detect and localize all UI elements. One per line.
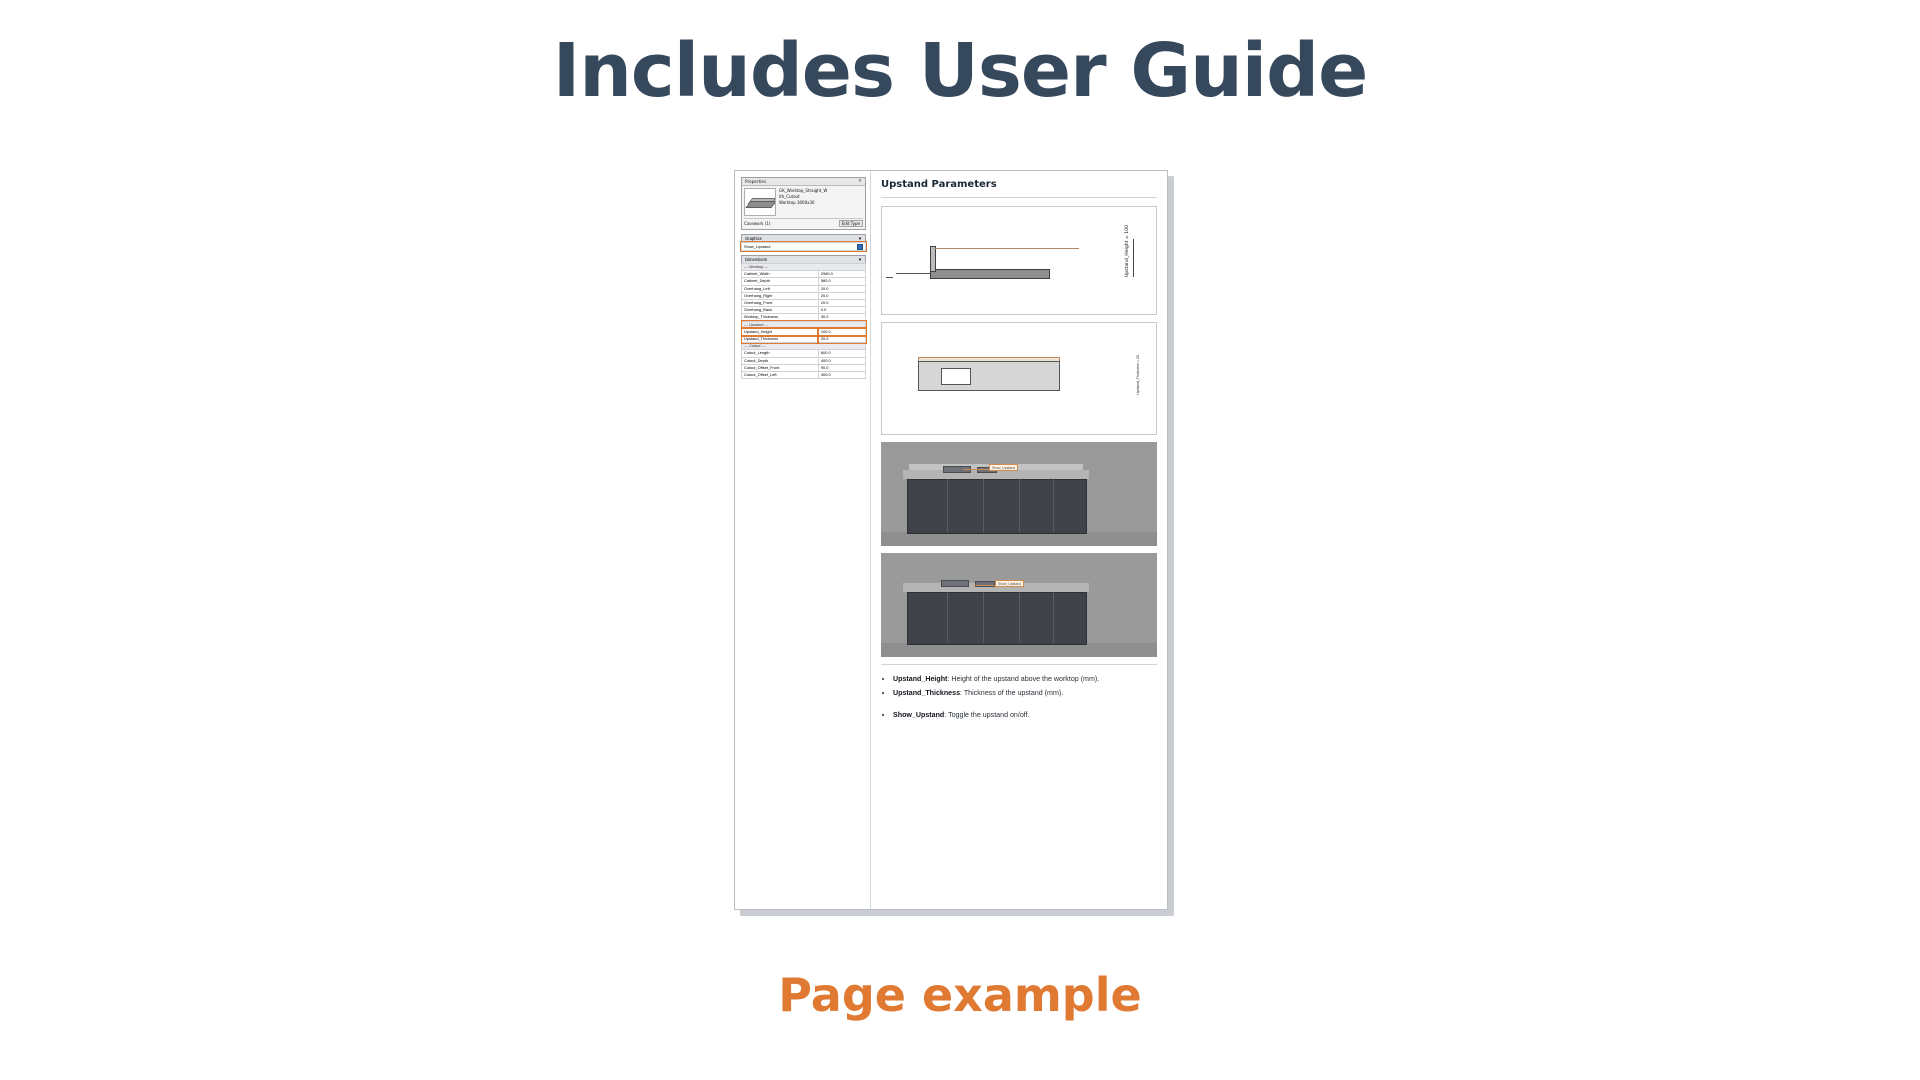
bullet-term: Upstand_Height bbox=[893, 675, 948, 683]
param-value[interactable]: 600.0 bbox=[818, 350, 865, 357]
render-scene bbox=[881, 553, 1157, 657]
wall-line bbox=[896, 273, 930, 274]
tag-show-upstand: Show_Upstand bbox=[995, 580, 1024, 587]
properties-panel-screenshot bbox=[735, 171, 871, 909]
param-name: Upstand_Thickness bbox=[742, 336, 819, 343]
edit-type-button[interactable]: Edit Type bbox=[839, 220, 863, 227]
render-scene bbox=[881, 442, 1157, 546]
guide-content bbox=[871, 171, 1167, 909]
table-row bbox=[742, 321, 866, 328]
pin-icon[interactable]: ▼ bbox=[857, 257, 862, 262]
table-row[interactable] bbox=[742, 372, 866, 379]
tag-leader-line bbox=[973, 585, 997, 586]
properties-palette-body bbox=[742, 186, 865, 229]
graphics-section-label: Graphics bbox=[745, 236, 762, 241]
dimensions-parameter-table bbox=[741, 263, 866, 379]
param-name: Cabinet_Depth bbox=[742, 278, 819, 285]
param-value[interactable]: 20.0 bbox=[818, 300, 865, 307]
bullet-text: : Thickness of the upstand (mm). bbox=[960, 688, 1064, 697]
table-row bbox=[742, 264, 866, 271]
figure-3d-upstand-off bbox=[881, 553, 1157, 657]
figure-elevation-view bbox=[881, 206, 1157, 315]
table-row[interactable] bbox=[742, 300, 866, 307]
param-name: --- Upstand --- bbox=[742, 321, 866, 328]
param-name: --- Cutout --- bbox=[742, 343, 866, 350]
show-upstand-row[interactable] bbox=[741, 242, 866, 251]
table-row bbox=[742, 343, 866, 350]
tag-show-upstand: Show_Upstand bbox=[989, 464, 1018, 471]
param-name: Cutout_Length bbox=[742, 350, 819, 357]
bullet-text: : Height of the upstand above the worktop (mm). bbox=[947, 675, 1100, 683]
worktop-slab-shape bbox=[745, 201, 776, 208]
cabinet-door-divider bbox=[947, 479, 948, 532]
param-value[interactable]: 20.0 bbox=[818, 285, 865, 292]
param-name: Overhang_Left bbox=[742, 285, 819, 292]
floor-plane bbox=[881, 643, 1157, 657]
table-row[interactable] bbox=[742, 292, 866, 299]
table-row[interactable] bbox=[742, 357, 866, 364]
bullet-text: : Toggle the upstand on/off. bbox=[944, 710, 1030, 719]
bullet-term: Show_Upstand bbox=[893, 710, 945, 719]
figure-3d-upstand-on bbox=[881, 442, 1157, 546]
tag-leader-line bbox=[963, 469, 991, 470]
table-row[interactable] bbox=[742, 271, 866, 278]
pin-icon[interactable]: ▼ bbox=[857, 236, 862, 241]
user-guide-page bbox=[734, 170, 1168, 910]
param-name: Cutout_Offset_Front bbox=[742, 364, 819, 371]
param-name: Overhang_Back bbox=[742, 307, 819, 314]
cabinet-door-divider bbox=[1053, 479, 1054, 532]
dimensions-table-body bbox=[742, 264, 866, 379]
table-row[interactable] bbox=[742, 350, 866, 357]
table-row[interactable] bbox=[742, 364, 866, 371]
cabinet-run bbox=[907, 592, 1087, 645]
dimensions-section-header bbox=[741, 255, 866, 263]
list-item bbox=[893, 674, 1157, 685]
palette-footer bbox=[744, 218, 863, 227]
table-row[interactable] bbox=[742, 314, 866, 321]
type-selector-row[interactable] bbox=[744, 188, 863, 216]
cabinet-door-divider bbox=[983, 592, 984, 643]
cabinet-door-divider bbox=[947, 592, 948, 643]
dimension-witness-line bbox=[1133, 239, 1134, 277]
floor-plane bbox=[881, 532, 1157, 546]
type-preview-thumbnail bbox=[744, 188, 776, 216]
param-value[interactable]: 30.0 bbox=[818, 314, 865, 321]
param-name: Worktop_Thickness bbox=[742, 314, 819, 321]
show-upstand-label: Show_Upstand bbox=[744, 244, 771, 249]
wall-line-left bbox=[886, 277, 893, 278]
cutout-shape bbox=[975, 581, 995, 587]
param-name: --- Worktop --- bbox=[742, 264, 866, 271]
dimension-label-upstand-height: Upstand_Height = 100 bbox=[1125, 225, 1130, 278]
param-name: Overhang_Front bbox=[742, 300, 819, 307]
upstand-extension-line bbox=[934, 248, 1079, 249]
properties-palette-title: Properties bbox=[745, 179, 767, 184]
page-title: Includes User Guide bbox=[552, 28, 1368, 114]
param-name: Upstand_Height bbox=[742, 328, 819, 335]
list-item bbox=[893, 688, 1157, 699]
param-name: Cutout_Offset_Left bbox=[742, 372, 819, 379]
list-item bbox=[893, 710, 1157, 721]
param-value[interactable]: 20.0 bbox=[818, 292, 865, 299]
param-name: Cutout_Depth bbox=[742, 357, 819, 364]
figure-plan-view bbox=[881, 322, 1157, 435]
worktop-plan-shape bbox=[918, 361, 1060, 391]
param-value[interactable]: 400.0 bbox=[818, 372, 865, 379]
cabinet-door-divider bbox=[1019, 592, 1020, 643]
param-value[interactable]: 400.0 bbox=[818, 357, 865, 364]
param-value[interactable]: 90.0 bbox=[818, 364, 865, 371]
show-upstand-checkbox[interactable] bbox=[857, 244, 863, 250]
type-name-block bbox=[779, 188, 863, 216]
cutout-plan-shape bbox=[941, 368, 971, 385]
dimension-label-upstand-thickness: Upstand_Thickness = 20 bbox=[1136, 355, 1140, 395]
table-row[interactable] bbox=[742, 336, 866, 343]
section-heading: Upstand Parameters bbox=[881, 179, 1157, 198]
param-value[interactable]: 20.0 bbox=[818, 336, 865, 343]
hob-shape bbox=[941, 580, 969, 587]
properties-palette bbox=[741, 177, 866, 230]
dimensions-section-label: Dimensions bbox=[745, 257, 767, 262]
param-name: Overhang_Right bbox=[742, 292, 819, 299]
worktop-section-shape bbox=[930, 269, 1050, 279]
bullet-term: Upstand_Thickness bbox=[893, 688, 961, 697]
cabinet-door-divider bbox=[1019, 479, 1020, 532]
cabinet-door-divider bbox=[1053, 592, 1054, 643]
properties-palette-titlebar bbox=[742, 178, 865, 186]
category-label: Casework (1) bbox=[744, 221, 771, 226]
close-icon[interactable]: ✕ bbox=[858, 179, 862, 184]
bullet-list bbox=[893, 674, 1157, 721]
cabinet-run bbox=[907, 479, 1087, 534]
table-row[interactable] bbox=[742, 285, 866, 292]
cabinet-door-divider bbox=[983, 479, 984, 532]
table-row[interactable] bbox=[742, 328, 866, 335]
param-value[interactable]: 580.0 bbox=[818, 278, 865, 285]
page-caption: Page example bbox=[778, 968, 1142, 1022]
table-row[interactable] bbox=[742, 278, 866, 285]
parameter-descriptions bbox=[881, 664, 1157, 721]
table-row[interactable] bbox=[742, 307, 866, 314]
type-name-line-2: ith_Cutout bbox=[779, 193, 800, 199]
param-name: Cabinet_Width bbox=[742, 271, 819, 278]
type-name-line-1: GK_Worktop_Straight_W bbox=[779, 188, 828, 193]
param-value[interactable]: 2960.0 bbox=[818, 271, 865, 278]
type-name-line-3: Worktop 3000x30 bbox=[779, 199, 815, 205]
param-value[interactable]: 0.0 bbox=[818, 307, 865, 314]
param-value[interactable]: 100.0 bbox=[818, 328, 865, 335]
upstand-section-shape bbox=[930, 246, 936, 272]
graphics-section-header bbox=[741, 234, 866, 242]
